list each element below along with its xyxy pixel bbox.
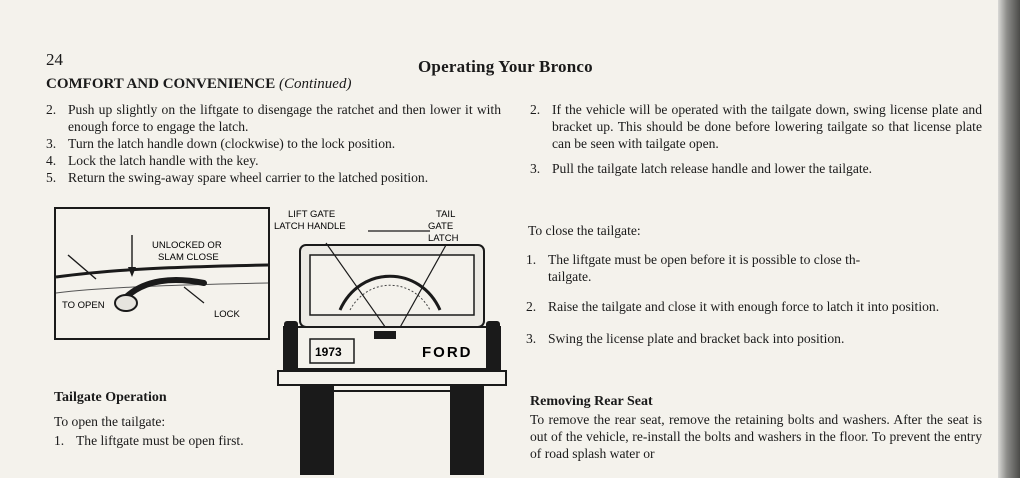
label-lift-gate: LIFT GATE (288, 209, 336, 220)
liftgate-edge (56, 265, 268, 277)
label-latch: LATCH (428, 233, 459, 244)
left-rear-tire (300, 385, 334, 475)
tailgate-operation-heading: Tailgate Operation (54, 390, 167, 405)
handle-pivot (115, 295, 137, 311)
label-to-open: TO OPEN (62, 300, 105, 311)
section-title (46, 76, 351, 93)
tailgate-close-intro: To close the tailgate: (528, 223, 641, 238)
list-item: 3. Pull the tailgate latch release handle and lower the tailgate. (530, 161, 873, 176)
page-number: 24 (46, 50, 63, 69)
label-tail: TAIL (436, 209, 456, 220)
label-unlocked: UNLOCKED OR (152, 240, 222, 251)
list-item: 3. Swing the license plate and bracket back into position. (526, 331, 845, 346)
bronco-rear-view-figure (270, 205, 508, 478)
list-item: 1. The liftgate must be open before it is possible to close th- (526, 252, 861, 267)
label-gate: GATE (428, 221, 454, 232)
label-lock: LOCK (214, 309, 240, 320)
ford-lettering: FORD (422, 344, 473, 361)
left-tail-light (284, 321, 298, 377)
left-steps (46, 101, 501, 186)
list-item: 2. Push up slightly on the liftgate to disengage the ratchet and then lower it with enough force to engage the latch. (46, 102, 501, 134)
liftgate-edge-shade (56, 283, 268, 293)
label-slam-close: SLAM CLOSE (158, 252, 219, 263)
latch-handle-inset-figure (54, 207, 272, 342)
unlock-arrow-head (128, 267, 136, 277)
list-item: 2. Raise the tailgate and close it with enough force to latch it into position. (526, 299, 940, 314)
tailgate-latch (374, 331, 396, 339)
list-item: 1. The liftgate must be open first. (54, 433, 244, 448)
list-item: 3. Turn the latch handle down (clockwise) to the lock position. (46, 136, 396, 151)
removing-rear-seat-heading: Removing Rear Seat (530, 394, 653, 409)
rear-window-glass (310, 255, 474, 315)
right-steps (530, 101, 982, 177)
license-plate-text: 1973 (315, 345, 342, 359)
close-steps (526, 251, 982, 347)
page-gutter-shadow (998, 0, 1020, 478)
section-title-text: COMFORT AND CONVENIENCE (46, 76, 276, 92)
right-tail-light (486, 321, 500, 377)
list-item: 4. Lock the latch handle with the key. (46, 153, 259, 168)
label-latch-handle: LATCH HANDLE (274, 221, 346, 232)
rear-bumper (278, 371, 506, 385)
list-item: tailgate. (548, 269, 592, 284)
latch-handle (124, 280, 204, 299)
running-title: Operating Your Bronco (418, 57, 593, 76)
right-rear-tire (450, 385, 484, 475)
list-item: 2. If the vehicle will be operated with the tailgate down, swing license plate and bracket up. This should be done before lowering tailgate so that license plate can be seen with tailgate open. (530, 102, 982, 151)
section-subtitle: (Continued) (278, 76, 352, 92)
removing-rear-seat-text: To remove the rear seat, remove the retaining bolts and washers. After the seat is out of the vehicle, re-install the bolts and washers in the floor. To prevent the entry of road splash water or (530, 412, 982, 461)
lock-pointer (184, 287, 204, 303)
tailgate-open-intro: To open the tailgate: (54, 414, 166, 429)
list-item: 5. Return the swing-away spare wheel carrier to the latched position. (46, 170, 429, 185)
